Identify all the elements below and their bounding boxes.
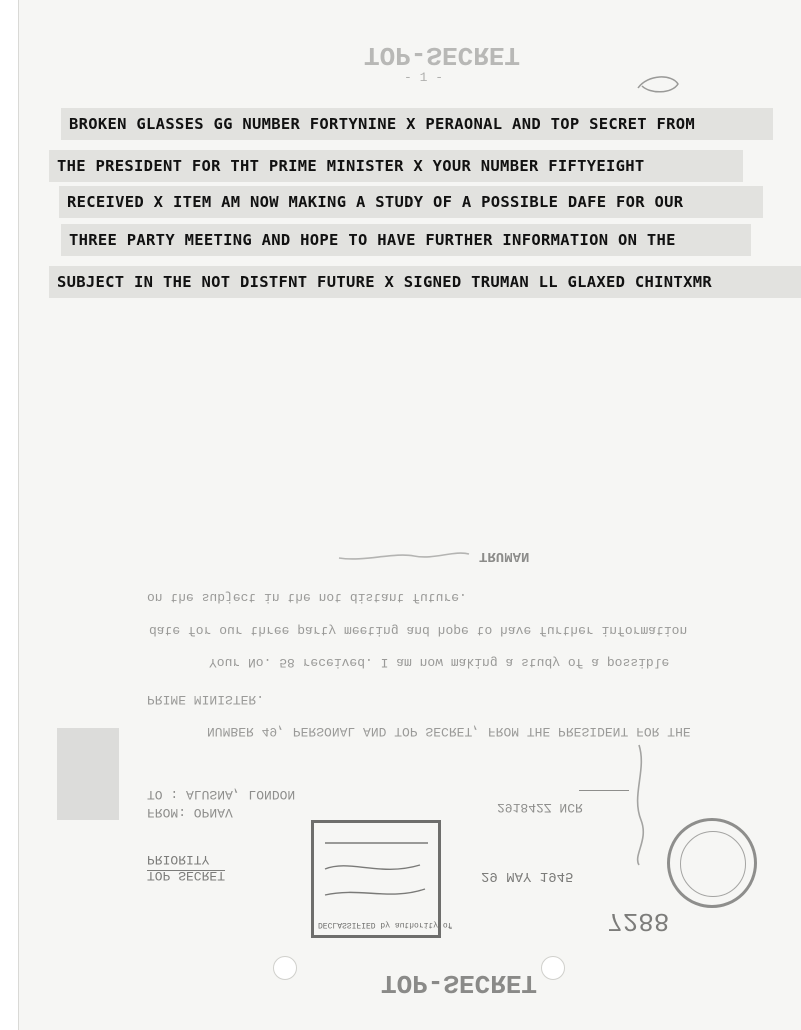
stamp-handwriting [320,829,435,909]
bleed-line-5: NUMBER 49, PERSONAL AND TOP SECRET, FROM THE PRESIDENT FOR THE [207,724,691,739]
telegram-line-4: THREE PARTY MEETING AND HOPE TO HAVE FURTHER INFORMATION ON THE [61,224,751,256]
bleed-line-4: PRIME MINISTER. [147,692,265,707]
bleed-line-3: Your No. 58 received. I am now making a study of a possible [209,655,670,670]
bleed-date: 29 MAY 1945 [481,868,574,884]
telegram-line-1: BROKEN GLASSES GG NUMBER FORTYNINE X PERAONAL AND TOP SECRET FROM [61,108,773,140]
bleed-signature: TRUMAN [479,548,530,564]
scan-smudge [57,728,119,820]
punch-hole-right [541,956,565,980]
bleed-signature-scrawl [334,540,474,570]
bleed-priority: PRIORITY [147,852,210,867]
top-secret-footer-stamp: TOP-SECRET [381,968,538,998]
bleed-classification: TOP SECRET [147,868,226,883]
telegram-line-3: RECEIVED X ITEM AM NOW MAKING A STUDY OF A POSSIBLE DAFE FOR OUR [59,186,763,218]
bleed-from-line: FROM: OPNAV [147,805,233,820]
document-page [18,0,801,1030]
bleed-to-line: TO : ALUSNA, LONDON [147,787,296,802]
vertical-handwriting [619,740,659,870]
telegram-line-5: SUBJECT IN THE NOT DISTFNT FUTURE X SIGNED TRUMAN LL GLAXED CHINTXMR [49,266,801,298]
declassified-label: DECLASSIFIED by authority of [318,920,453,929]
archive-seal [667,818,757,908]
top-secret-header-stamp: TOP-SECRET [364,40,521,70]
bleed-line-2: date for our three party meeting and hope to have further information [149,623,688,638]
doc-number: 7288 [607,906,670,936]
bleed-line-1: on the subject in the not distant future. [147,590,467,605]
telegram-line-2: THE PRESIDENT FOR THT PRIME MINISTER X YOUR NUMBER FIFTYEIGHT [49,150,743,182]
pencil-mark [634,70,684,100]
punch-hole-left [273,956,297,980]
declassified-stamp [311,820,453,938]
bleed-dtg: 291842Z NCR [497,800,583,815]
page-number: - 1 - [404,70,444,85]
